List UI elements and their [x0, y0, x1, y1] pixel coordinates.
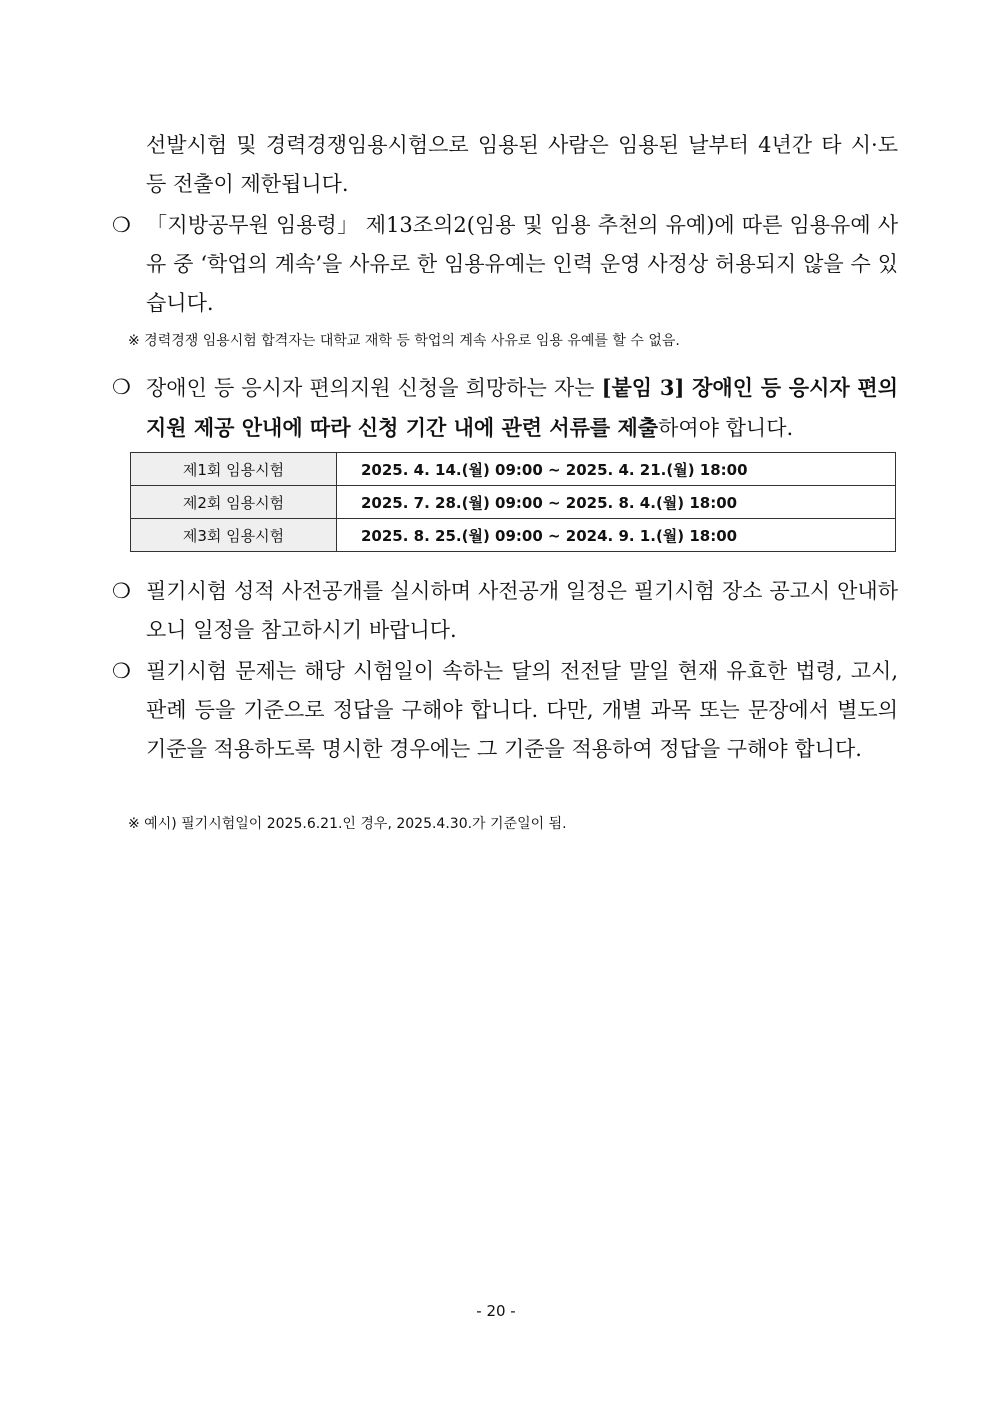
schedule-period: 2025. 4. 14.(월) 09:00 ~ 2025. 4. 21.(월) 18:00: [337, 453, 896, 486]
paragraph-support: [112, 368, 898, 448]
page-number: - 20 -: [476, 1302, 516, 1320]
support-bold: [붙임 3] 장애인 등 응시자 편의지원 제공 안내에 따라 신청 기간 내에 관련 서류를 제출: [146, 375, 898, 440]
paragraph-deferral: [112, 206, 898, 323]
circle-bullet-icon: ❍: [112, 659, 131, 683]
paragraph-support-text: [146, 368, 898, 448]
schedule-table: [130, 452, 896, 552]
paragraph-score-text: 필기시험 성적 사전공개를 실시하며 사전공개 일정은 필기시험 장소 공고시 안내하오니 일정을 참고하시기 바랍니다.: [146, 579, 898, 642]
circle-bullet-icon: ❍: [112, 375, 131, 399]
circle-bullet-icon: ❍: [112, 579, 131, 603]
paragraph-score: [112, 572, 898, 650]
table-row: [131, 453, 896, 486]
support-suffix: 하여야 합니다.: [658, 416, 794, 440]
paragraph-law: [112, 652, 898, 769]
paragraph-law-text: 필기시험 문제는 해당 시험일이 속하는 달의 전전달 말일 현재 유효한 법령, 고시, 판례 등을 기준으로 정답을 구해야 합니다. 다만, 개별 과목 또는 문장에서 별도의 기준을 적용하도록 명시한 경우에는 그 기준을 적용하여 정답을 구해야 합니다.: [146, 659, 898, 761]
note-deferral: ※ 경력경쟁 임용시험 합격자는 대학교 재학 등 학업의 계속 사유로 임용 유예를 할 수 없음.: [128, 333, 680, 349]
schedule-label: 제2회 임용시험: [131, 486, 337, 519]
table-row: [131, 519, 896, 552]
circle-bullet-icon: ❍: [112, 213, 131, 237]
schedule-period: 2025. 7. 28.(월) 09:00 ~ 2025. 8. 4.(월) 18:00: [337, 486, 896, 519]
continuation-paragraph: 선발시험 및 경력경쟁임용시험으로 임용된 사람은 임용된 날부터 4년간 타 시·도 등 전출이 제한됩니다.: [146, 133, 898, 196]
schedule-label: 제3회 임용시험: [131, 519, 337, 552]
schedule-period: 2025. 8. 25.(월) 09:00 ~ 2024. 9. 1.(월) 18:00: [337, 519, 896, 552]
note-example: ※ 예시) 필기시험일이 2025.6.21.인 경우, 2025.4.30.가 기준일이 됨.: [128, 816, 567, 832]
support-prefix: 장애인 등 응시자 편의지원 신청을 희망하는 자는: [146, 376, 602, 400]
table-row: [131, 486, 896, 519]
paragraph-deferral-text: 「지방공무원 임용령」 제13조의2(임용 및 임용 추천의 유예)에 따른 임용유예 사유 중 ‘학업의 계속’을 사유로 한 임용유예는 인력 운영 사정상 허용되지 않을 수 있습니다.: [146, 213, 898, 315]
schedule-label: 제1회 임용시험: [131, 453, 337, 486]
